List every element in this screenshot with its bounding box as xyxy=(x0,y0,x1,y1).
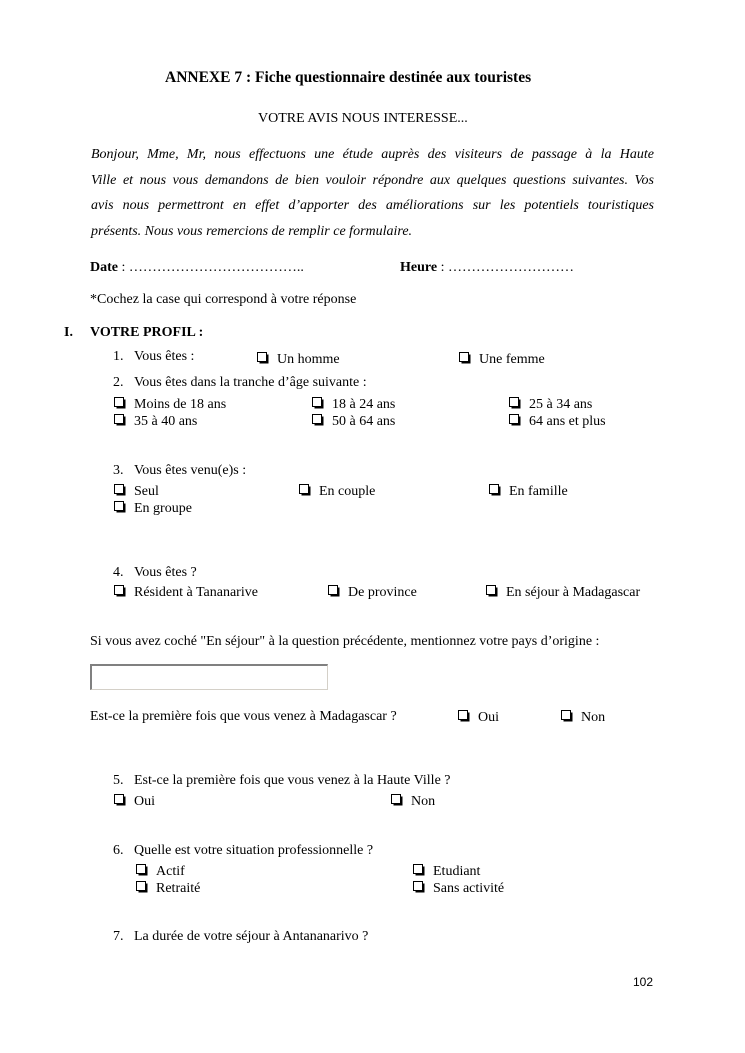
option-label: 50 à 64 ans xyxy=(332,414,396,429)
checkbox-icon[interactable] xyxy=(114,484,126,496)
checkbox-option[interactable] xyxy=(561,710,605,725)
checkbox-icon[interactable] xyxy=(312,414,324,426)
q4-number: 4. xyxy=(113,565,124,580)
checkbox-icon[interactable] xyxy=(114,397,126,409)
checkbox-option[interactable] xyxy=(114,397,226,412)
checkbox-option[interactable] xyxy=(458,710,499,725)
q2-text: Vous êtes dans la tranche d’âge suivante : xyxy=(134,375,367,390)
page-title: ANNEXE 7 : Fiche questionnaire destinée aux touristes xyxy=(165,69,532,86)
checkbox-option[interactable] xyxy=(114,414,197,429)
checkbox-icon[interactable] xyxy=(257,352,269,364)
madagascar-question: Est-ce la première fois que vous venez à Madagascar ? xyxy=(90,709,397,724)
heure-label: Heure xyxy=(400,260,438,275)
page-number: 102 xyxy=(633,975,654,989)
heure-value: : ……………………… xyxy=(437,260,574,275)
q1-text: Vous êtes : xyxy=(134,349,195,364)
checkbox-icon[interactable] xyxy=(114,501,126,513)
section-number: I. xyxy=(64,325,73,340)
intro-line: Bonjour, Mme, Mr, nous effectuons une étude auprès des visiteurs de passage à la Haute xyxy=(91,147,654,162)
checkbox-option[interactable] xyxy=(459,352,545,367)
checkbox-icon[interactable] xyxy=(114,414,126,426)
checkbox-option[interactable] xyxy=(136,864,185,879)
option-label: Résident à Tananarive xyxy=(134,585,258,600)
option-label: Non xyxy=(411,794,436,809)
q6-number: 6. xyxy=(113,843,124,858)
option-label: Oui xyxy=(134,794,155,809)
intro-paragraph xyxy=(91,142,654,244)
option-label: Seul xyxy=(134,484,159,499)
intro-line: avis nous permettront en effet d’apporter des améliorations sur les potentiels touristiques xyxy=(91,198,654,213)
checkbox-option[interactable] xyxy=(391,794,435,809)
option-label: Retraité xyxy=(156,881,201,896)
checkbox-icon[interactable] xyxy=(458,710,470,722)
instruction-text: *Cochez la case qui correspond à votre réponse xyxy=(90,292,357,307)
option-label: En couple xyxy=(319,484,376,499)
option-label: Non xyxy=(581,710,606,725)
checkbox-icon[interactable] xyxy=(328,585,340,597)
checkbox-icon[interactable] xyxy=(561,710,573,722)
checkbox-icon[interactable] xyxy=(486,585,498,597)
checkbox-option[interactable] xyxy=(413,864,480,879)
intro-line: présents. Nous vous remercions de remplir ce formulaire. xyxy=(91,223,413,239)
q7-text: La durée de votre séjour à Antananarivo ? xyxy=(134,929,369,944)
option-label: 18 à 24 ans xyxy=(332,397,396,412)
checkbox-icon[interactable] xyxy=(299,484,311,496)
option-label: Un homme xyxy=(277,352,340,367)
checkbox-icon[interactable] xyxy=(136,881,148,893)
checkbox-option[interactable] xyxy=(509,414,606,429)
checkbox-icon[interactable] xyxy=(489,484,501,496)
checkbox-option[interactable] xyxy=(136,881,200,896)
checkbox-icon[interactable] xyxy=(391,794,403,806)
checkbox-option[interactable] xyxy=(489,484,568,499)
checkbox-option[interactable] xyxy=(328,585,417,600)
checkbox-option[interactable] xyxy=(413,881,504,896)
section-title: VOTRE PROFIL : xyxy=(90,325,204,340)
checkbox-icon[interactable] xyxy=(114,794,126,806)
checkbox-icon[interactable] xyxy=(114,585,126,597)
origin-country-input[interactable] xyxy=(90,664,328,690)
checkbox-option[interactable] xyxy=(312,414,395,429)
option-label: 35 à 40 ans xyxy=(134,414,198,429)
option-label: Sans activité xyxy=(433,881,505,896)
checkbox-icon[interactable] xyxy=(312,397,324,409)
checkbox-icon[interactable] xyxy=(509,397,521,409)
checkbox-icon[interactable] xyxy=(413,864,425,876)
option-label: Actif xyxy=(156,864,185,879)
q1-number: 1. xyxy=(113,349,124,364)
q6-text: Quelle est votre situation professionnelle ? xyxy=(134,843,374,858)
checkbox-option[interactable] xyxy=(114,484,159,499)
checkbox-option[interactable] xyxy=(257,352,340,367)
q7-number: 7. xyxy=(113,929,124,944)
checkbox-icon[interactable] xyxy=(509,414,521,426)
option-label: Etudiant xyxy=(433,864,481,879)
option-label: En famille xyxy=(509,484,568,499)
date-label: Date xyxy=(90,260,118,275)
option-label: 64 ans et plus xyxy=(529,414,606,429)
checkbox-option[interactable] xyxy=(114,501,192,516)
checkbox-icon[interactable] xyxy=(459,352,471,364)
q3-number: 3. xyxy=(113,463,124,478)
checkbox-option[interactable] xyxy=(312,397,395,412)
checkbox-option[interactable] xyxy=(114,585,258,600)
origin-question: Si vous avez coché "En séjour" à la question précédente, mentionnez votre pays d’origine : xyxy=(90,634,600,649)
intro-line: Ville et nous vous demandons de bien vouloir répondre aux quelques questions suivantes. Vos xyxy=(91,172,654,188)
option-label: Moins de 18 ans xyxy=(134,397,227,412)
option-label: Oui xyxy=(478,710,499,725)
q4-text: Vous êtes ? xyxy=(134,565,197,580)
option-label: 25 à 34 ans xyxy=(529,397,593,412)
checkbox-icon[interactable] xyxy=(413,881,425,893)
checkbox-option[interactable] xyxy=(486,585,640,600)
option-label: En groupe xyxy=(134,501,192,516)
q2-number: 2. xyxy=(113,375,124,390)
checkbox-option[interactable] xyxy=(114,794,155,809)
q5-text: Est-ce la première fois que vous venez à la Haute Ville ? xyxy=(134,773,451,788)
checkbox-icon[interactable] xyxy=(136,864,148,876)
checkbox-option[interactable] xyxy=(509,397,592,412)
q3-text: Vous êtes venu(e)s : xyxy=(134,463,247,478)
checkbox-option[interactable] xyxy=(299,484,375,499)
option-label: Une femme xyxy=(479,352,545,367)
date-field xyxy=(90,261,304,275)
option-label: De province xyxy=(348,585,417,600)
heure-field xyxy=(400,261,574,275)
subtitle: VOTRE AVIS NOUS INTERESSE... xyxy=(258,111,468,126)
q5-number: 5. xyxy=(113,773,124,788)
date-value: : ……………………………….. xyxy=(118,260,304,275)
option-label: En séjour à Madagascar xyxy=(506,585,641,600)
